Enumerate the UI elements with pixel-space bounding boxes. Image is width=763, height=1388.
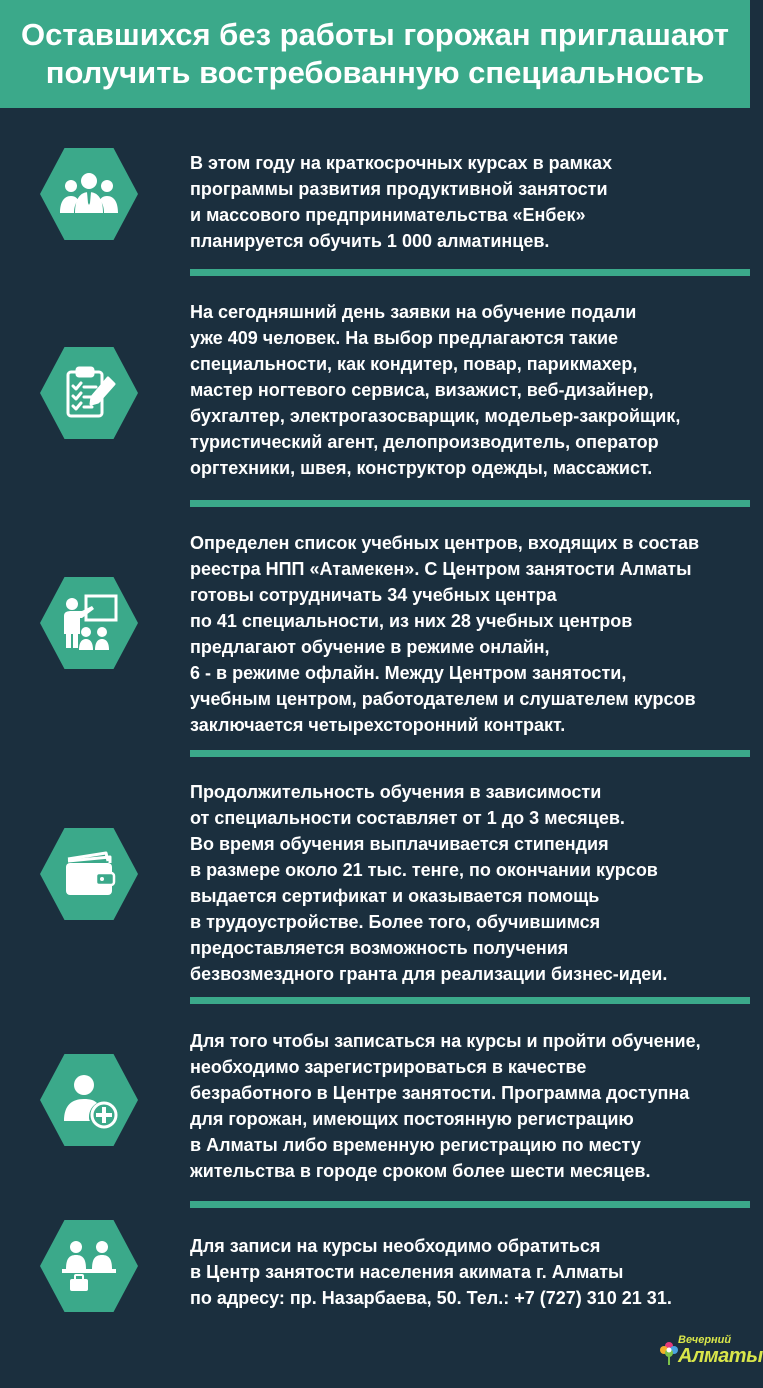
header-banner: [0, 0, 750, 108]
text-line: готовы сотрудничать 34 учебных центра: [190, 585, 557, 605]
text-line: в размере около 21 тыс. тенге, по окончании курсов: [190, 860, 658, 880]
text-line: предлагают обучение в режиме онлайн,: [190, 637, 550, 657]
text-line: предоставляется возможность получения: [190, 938, 569, 958]
text-line: от специальности составляет от 1 до 3 месяцев.: [190, 808, 625, 828]
section-text: [190, 299, 745, 481]
text-line: и массового предпринимательства «Енбек»: [190, 205, 586, 225]
add-user-icon: [40, 1051, 138, 1149]
section-text: [190, 1028, 745, 1184]
section-text: [190, 779, 745, 987]
section-divider: [190, 1201, 750, 1208]
section-text: [190, 1233, 745, 1311]
logo-line-1: Вечерний: [678, 1334, 732, 1346]
section-divider: [190, 500, 750, 507]
section-divider: [190, 269, 750, 276]
text-line: по 41 специальности, из них 28 учебных центров: [190, 611, 633, 631]
section-text: [190, 150, 745, 254]
text-line: учебным центром, работодателем и слушателем курсов: [190, 689, 696, 709]
clipboard-checklist-icon: [40, 344, 138, 442]
wallet-icon: [40, 825, 138, 923]
text-line: реестра НПП «Атамекен». С Центром занятости Алматы: [190, 559, 692, 579]
text-line: специальности, как кондитер, повар, парикмахер,: [190, 354, 638, 374]
text-line: оргтехники, швея, конструктор одежды, массажист.: [190, 458, 653, 478]
text-line: безвозмездного гранта для реализации бизнес-идеи.: [190, 964, 668, 984]
text-line: мастер ногтевого сервиса, визажист, веб-дизайнер,: [190, 380, 654, 400]
text-line: Для того чтобы записаться на курсы и пройти обучение,: [190, 1031, 701, 1051]
text-line: выдается сертификат и оказывается помощь: [190, 886, 600, 906]
page-title: [5, 16, 745, 92]
text-line: На сегодняшний день заявки на обучение подали: [190, 302, 637, 322]
reception-desk-icon: [40, 1217, 138, 1315]
text-line: Продолжительность обучения в зависимости: [190, 782, 602, 802]
text-line: в Центр занятости населения акимата г. Алматы: [190, 1262, 624, 1282]
text-line: Во время обучения выплачивается стипендия: [190, 834, 609, 854]
title-line-1: Оставшихся без работы горожан приглашают: [21, 17, 729, 52]
flower-icon: [658, 1338, 680, 1366]
text-line: Определен список учебных центров, входящих в состав: [190, 533, 700, 553]
text-line: программы развития продуктивной занятости: [190, 179, 608, 199]
title-line-2: получить востребованную специальность: [45, 55, 705, 90]
text-line: в Алматы либо временную регистрацию по месту: [190, 1135, 641, 1155]
text-line: в трудоустройстве. Более того, обучившимся: [190, 912, 601, 932]
section-divider: [190, 997, 750, 1004]
text-line: бухгалтер, электрогазосварщик, модельер-закройщик,: [190, 406, 681, 426]
text-line: В этом году на краткосрочных курсах в рамках: [190, 153, 612, 173]
text-line: заключается четырехсторонний контракт.: [190, 715, 566, 735]
text-line: по адресу: пр. Назарбаева, 50. Тел.: +7 (727) 310 21 31.: [190, 1288, 672, 1308]
teacher-board-icon: [40, 574, 138, 672]
logo-line-2: Алматы: [678, 1345, 763, 1367]
text-line: планируется обучить 1 000 алматинцев.: [190, 231, 550, 251]
text-line: уже 409 человек. На выбор предлагаются такие: [190, 328, 619, 348]
text-line: жительства в городе сроком более шести месяцев.: [190, 1161, 651, 1181]
text-line: 6 - в режиме офлайн. Между Центром занятости,: [190, 663, 627, 683]
group-people-icon: [40, 145, 138, 243]
section-divider: [190, 750, 750, 757]
text-line: Для записи на курсы необходимо обратиться: [190, 1236, 601, 1256]
text-line: необходимо зарегистрироваться в качестве: [190, 1057, 587, 1077]
text-line: туристический агент, делопроизводитель, оператор: [190, 432, 659, 452]
text-line: для горожан, имеющих постоянную регистрацию: [190, 1109, 634, 1129]
text-line: безработного в Центре занятости. Программа доступна: [190, 1083, 690, 1103]
vechernij-almaty-logo: [658, 1334, 763, 1370]
section-text: [190, 530, 745, 738]
